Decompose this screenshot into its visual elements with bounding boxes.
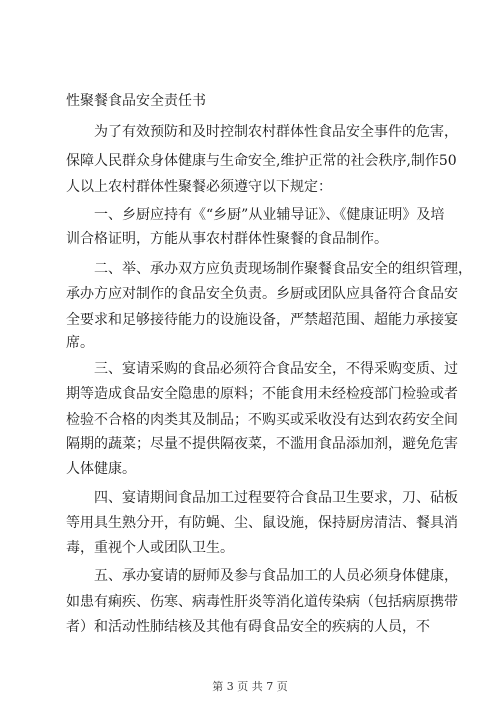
body-text-line: 保障人民群众身体健康与生命安全,维护正常的社会秩序,制作50 bbox=[66, 153, 457, 169]
body-text-line: 二、举、承办双方应负责现场制作聚餐食品安全的组织管理， bbox=[66, 261, 472, 277]
body-text-line: 者）和活动性肺结核及其他有碍食品安全的疾病的人员，不 bbox=[66, 619, 430, 635]
body-text-line: 五、承办宴请的厨师及参与食品加工的人员必须身体健康， bbox=[66, 568, 458, 584]
document-title: 性聚餐食品安全责任书 bbox=[66, 93, 206, 109]
body-text-line: 如患有痢疾、伤寒、病毒性肝炎等消化道传染病（包括病原携带 bbox=[66, 594, 458, 610]
body-text-line: 四、宴请期间食品加工过程要符合食品卫生要求，刀、砧板 bbox=[66, 490, 458, 506]
body-text-line: 承办方应对制作的食品安全负责。乡厨或团队应具备符合食品安 bbox=[66, 286, 458, 302]
body-text-line: 全要求和足够接待能力的设施设备，严禁超范围、超能力承接宴 bbox=[66, 312, 458, 328]
body-text-line: 为了有效预防和及时控制农村群体性食品安全事件的危害， bbox=[66, 124, 458, 140]
body-text-line: 毒，重视个人或团队卫生。 bbox=[66, 540, 234, 556]
body-text-line: 期等造成食品安全隐患的原料；不能食用未经检疫部门检验或者 bbox=[66, 386, 458, 402]
body-text-line: 人以上农村群体性聚餐必须遵守以下规定： bbox=[66, 179, 332, 195]
body-text-line: 三、宴请采购的食品必须符合食品安全，不得采购变质、过 bbox=[66, 361, 458, 377]
body-text-line: 人体健康。 bbox=[66, 461, 136, 477]
body-text-line: 检验不合格的肉类其及制品；不购买或采收没有达到农药安全间 bbox=[66, 412, 458, 428]
page-footer: 第 3 页 共 7 页 bbox=[212, 680, 288, 693]
body-text-line: 隔期的蔬菜；尽量不提供隔夜菜，不滥用食品添加剂，避免危害 bbox=[66, 436, 458, 452]
body-text-line: 训合格证明，方能从事农村群体性聚餐的食品制作。 bbox=[66, 231, 388, 247]
body-text-line: 一、乡厨应持有《“乡厨”从业辅导证》、《健康证明》及培 bbox=[66, 207, 445, 223]
body-text-line: 等用具生熟分开，有防蝇、尘、鼠设施，保持厨房清洁、餐具消 bbox=[66, 515, 458, 531]
body-text-line: 席。 bbox=[66, 335, 94, 351]
